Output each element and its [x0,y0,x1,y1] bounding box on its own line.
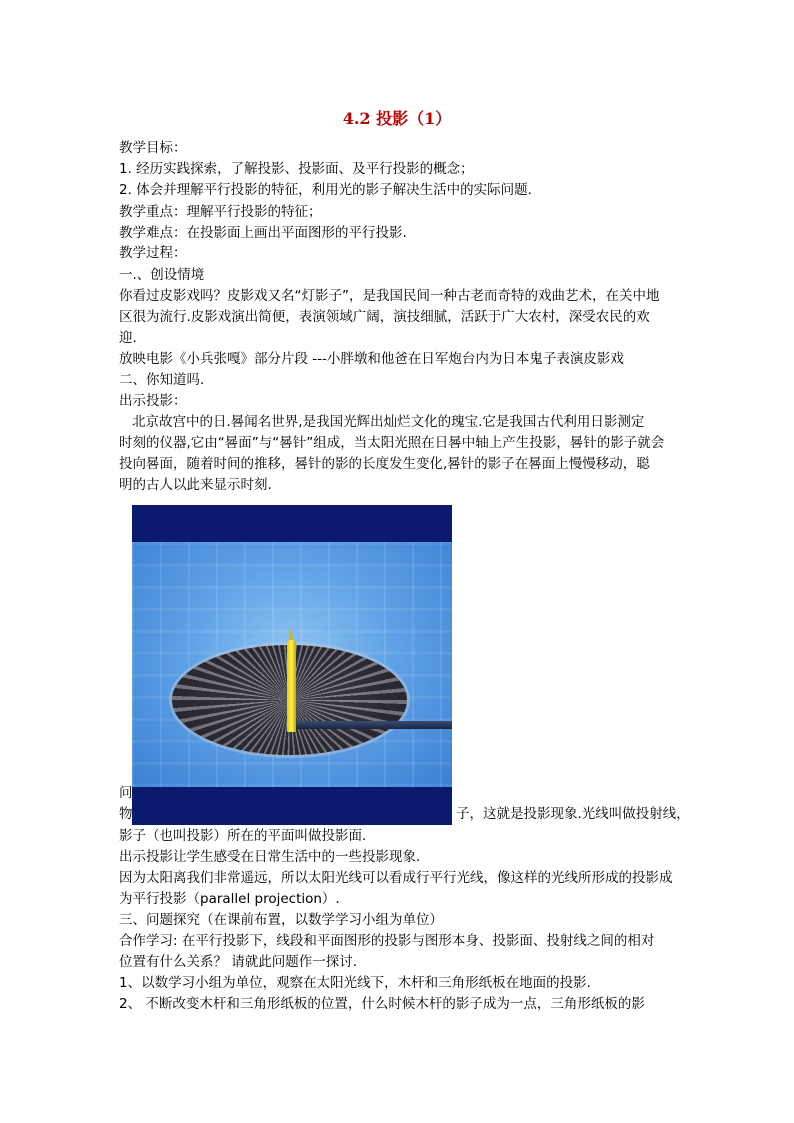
text-line: 教学难点：在投影面上画出平面图形的平行投影. [119,225,407,241]
text-line: 因为太阳离我们非常遥远，所以太阳光线可以看成行平行光线，像这样的光线所形成的投影成 [119,870,673,886]
text-line: 1、以数学习小组为单位，观察在太阳光线下，木杆和三角形纸板在地面的投影. [119,975,591,991]
gnomon-needle [287,640,296,732]
section-heading: 一.、创设情境 [119,267,205,283]
text-line: 影子（也叫投影）所在的平面叫做投影面. [119,828,367,844]
text-line: 2、 不断改变木杆和三角形纸板的位置，什么时候木杆的影子成为一点，三角形纸板的影 [119,996,645,1012]
text-line: 时刻的仪器,它由“晷面”与“晷针”组成，当太阳光照在日晷中轴上产生投影，晷针的影子就会 [119,435,665,451]
image-top-band [132,505,452,542]
image-bottom-band [132,787,452,825]
text-line: 你看过皮影戏吗？皮影戏又名“灯影子”，是我国民间一种古老而奇特的戏曲艺术，在关中地 [119,288,660,304]
text-line: 教学重点：理解平行投影的特征； [119,204,322,220]
text-line: 区很为流行.皮影戏演出简便，表演领域广阔，演技细腻，活跃于广大农村，深受农民的欢 [119,309,650,325]
text-line: 物 [119,806,133,822]
text-line: 问 [119,785,133,801]
text-line: 出示投影： [119,393,187,409]
text-line: 教学目标： [119,140,187,156]
gnomon-shadow [292,721,452,729]
text-line: 投向晷面，随着时间的推移，晷针的影的长度发生变化,晷针的影子在晷面上慢慢移动，聪 [119,456,650,472]
text-line: 迎. [119,330,137,346]
text-line: 2. 体会并理解平行投影的特征，利用光的影子解决生活中的实际问题. [119,182,532,198]
text-line: 出示投影让学生感受在日常生活中的一些投影现象. [119,849,421,865]
section-heading: 二、你知道吗. [119,372,205,388]
text-line: 放映电影《小兵张嘎》部分片段 ---小胖墩和他爸在日军炮台内为日本鬼子表演皮影戏 [119,351,624,367]
section-heading: 三、问题探究（在课前布置，以数学学习小组为单位） [119,912,443,928]
text-line: 合作学习: 在平行投影下，线段和平面图形的投影与图形本身、投影面、投射线之间的相对 [119,933,655,949]
text-line: 1. 经历实践探索，了解投影、投影面、及平行投影的概念； [119,161,474,177]
text-line: 位置有什么关系？ 请就此问题作一探讨. [119,954,358,970]
text-line: 子，这就是投影现象.光线叫做投射线， [456,806,690,822]
page-title: 4.2 投影（1） [342,109,452,128]
text-line: 明的古人以此来显示时刻. [119,477,272,493]
text-line: 教学过程： [119,245,187,261]
text-line: 为平行投影（parallel projection）. [119,891,340,907]
text-line: 北京故宫中的日.晷闻名世界,是我国光辉出灿烂文化的瑰宝.它是我国古代利用日影测定 [132,414,645,430]
gnomon-tip [289,627,293,641]
sundial-image [132,505,452,825]
